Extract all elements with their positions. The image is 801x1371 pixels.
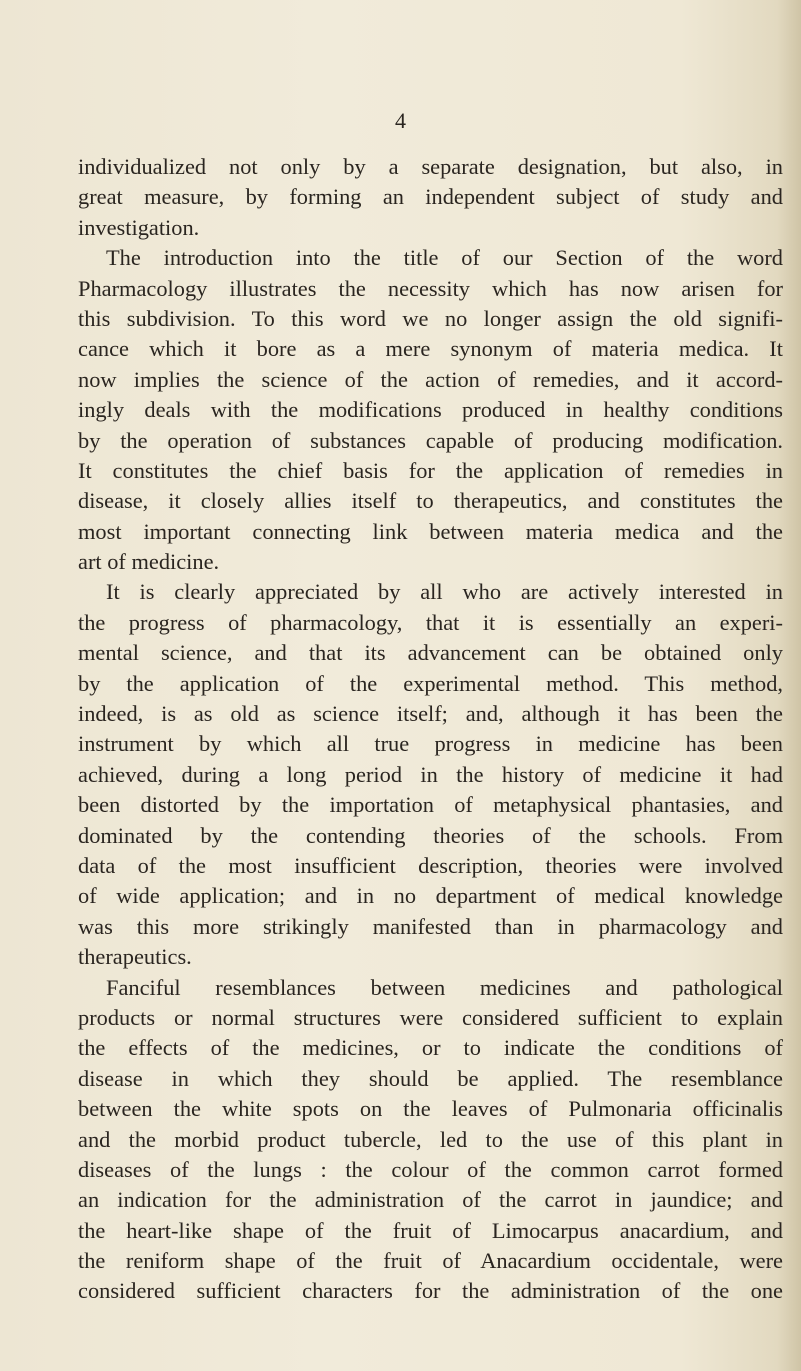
text-line: the effects of the medicines, or to indicate the conditions of [78, 1035, 783, 1061]
text-line: and the morbid product tubercle, led to the use of this plant in [78, 1126, 783, 1152]
text-line: achieved, during a long period in the history of medicine it had [78, 761, 783, 787]
text-line: Fanciful resemblances between medicines and pathological [106, 974, 783, 1000]
text-line: art of medicine. [78, 549, 220, 575]
text-line: disease in which they should be applied. The resemblance [78, 1065, 783, 1091]
text-line: disease, it closely allies itself to therapeutics, and constitutes the [78, 488, 783, 514]
text-line: by the operation of substances capable of producing modification. [78, 427, 783, 453]
page-number: 4 [395, 108, 406, 133]
text-line: The introduction into the title of our Section of the word [106, 245, 783, 271]
text-line: was this more strikingly manifested than in pharmacology and [78, 913, 783, 939]
text-line: therapeutics. [78, 944, 192, 970]
text-line: by the application of the experimental method. This method, [78, 670, 783, 696]
text-line: investigation. [78, 214, 200, 240]
text-line: instrument by which all true progress in medicine has been [78, 731, 783, 757]
text-line: most important connecting link between materia medica and the [78, 518, 783, 544]
text-line: between the white spots on the leaves of Pulmonaria officinalis [78, 1096, 783, 1122]
text-line: It is clearly appreciated by all who are actively interested in [106, 579, 783, 605]
text-line: considered sufficient characters for the administration of the one [78, 1278, 783, 1304]
text-line: the reniform shape of the fruit of Anacardium occidentale, were [78, 1248, 783, 1274]
text-line: been distorted by the importation of metaphysical phantasies, and [78, 792, 783, 818]
text-line: now implies the science of the action of remedies, and it accord- [78, 366, 783, 392]
text-line: ingly deals with the modifications produced in healthy conditions [78, 397, 783, 423]
text-line: of wide application; and in no department of medical knowledge [78, 883, 783, 909]
text-line: diseases of the lungs : the colour of the common carrot formed [78, 1156, 783, 1182]
text-line: an indication for the administration of the carrot in jaundice; and [78, 1187, 783, 1213]
text-line: Pharmacology illustrates the necessity which has now arisen for [78, 275, 783, 301]
text-line: indeed, is as old as science itself; and, although it has been the [78, 701, 783, 727]
text-line: the heart-like shape of the fruit of Limocarpus anacardium, and [78, 1217, 783, 1243]
text-line: mental science, and that its advancement can be obtained only [78, 640, 783, 666]
text-line: the progress of pharmacology, that it is essentially an experi- [78, 609, 783, 635]
text-line: cance which it bore as a mere synonym of materia medica. It [78, 336, 783, 362]
text-line: individualized not only by a separate designation, but also, in [78, 154, 783, 179]
text-line: products or normal structures were considered sufficient to explain [78, 1004, 783, 1030]
text-line: dominated by the contending theories of the schools. From [78, 822, 783, 848]
text-body [78, 152, 783, 1307]
text-line: this subdivision. To this word we no longer assign the old signifi- [78, 305, 783, 331]
text-line: data of the most insufficient description, theories were involved [78, 852, 783, 878]
text-line: It constitutes the chief basis for the application of remedies in [78, 457, 783, 483]
text-line: great measure, by forming an independent subject of study and [78, 184, 783, 210]
